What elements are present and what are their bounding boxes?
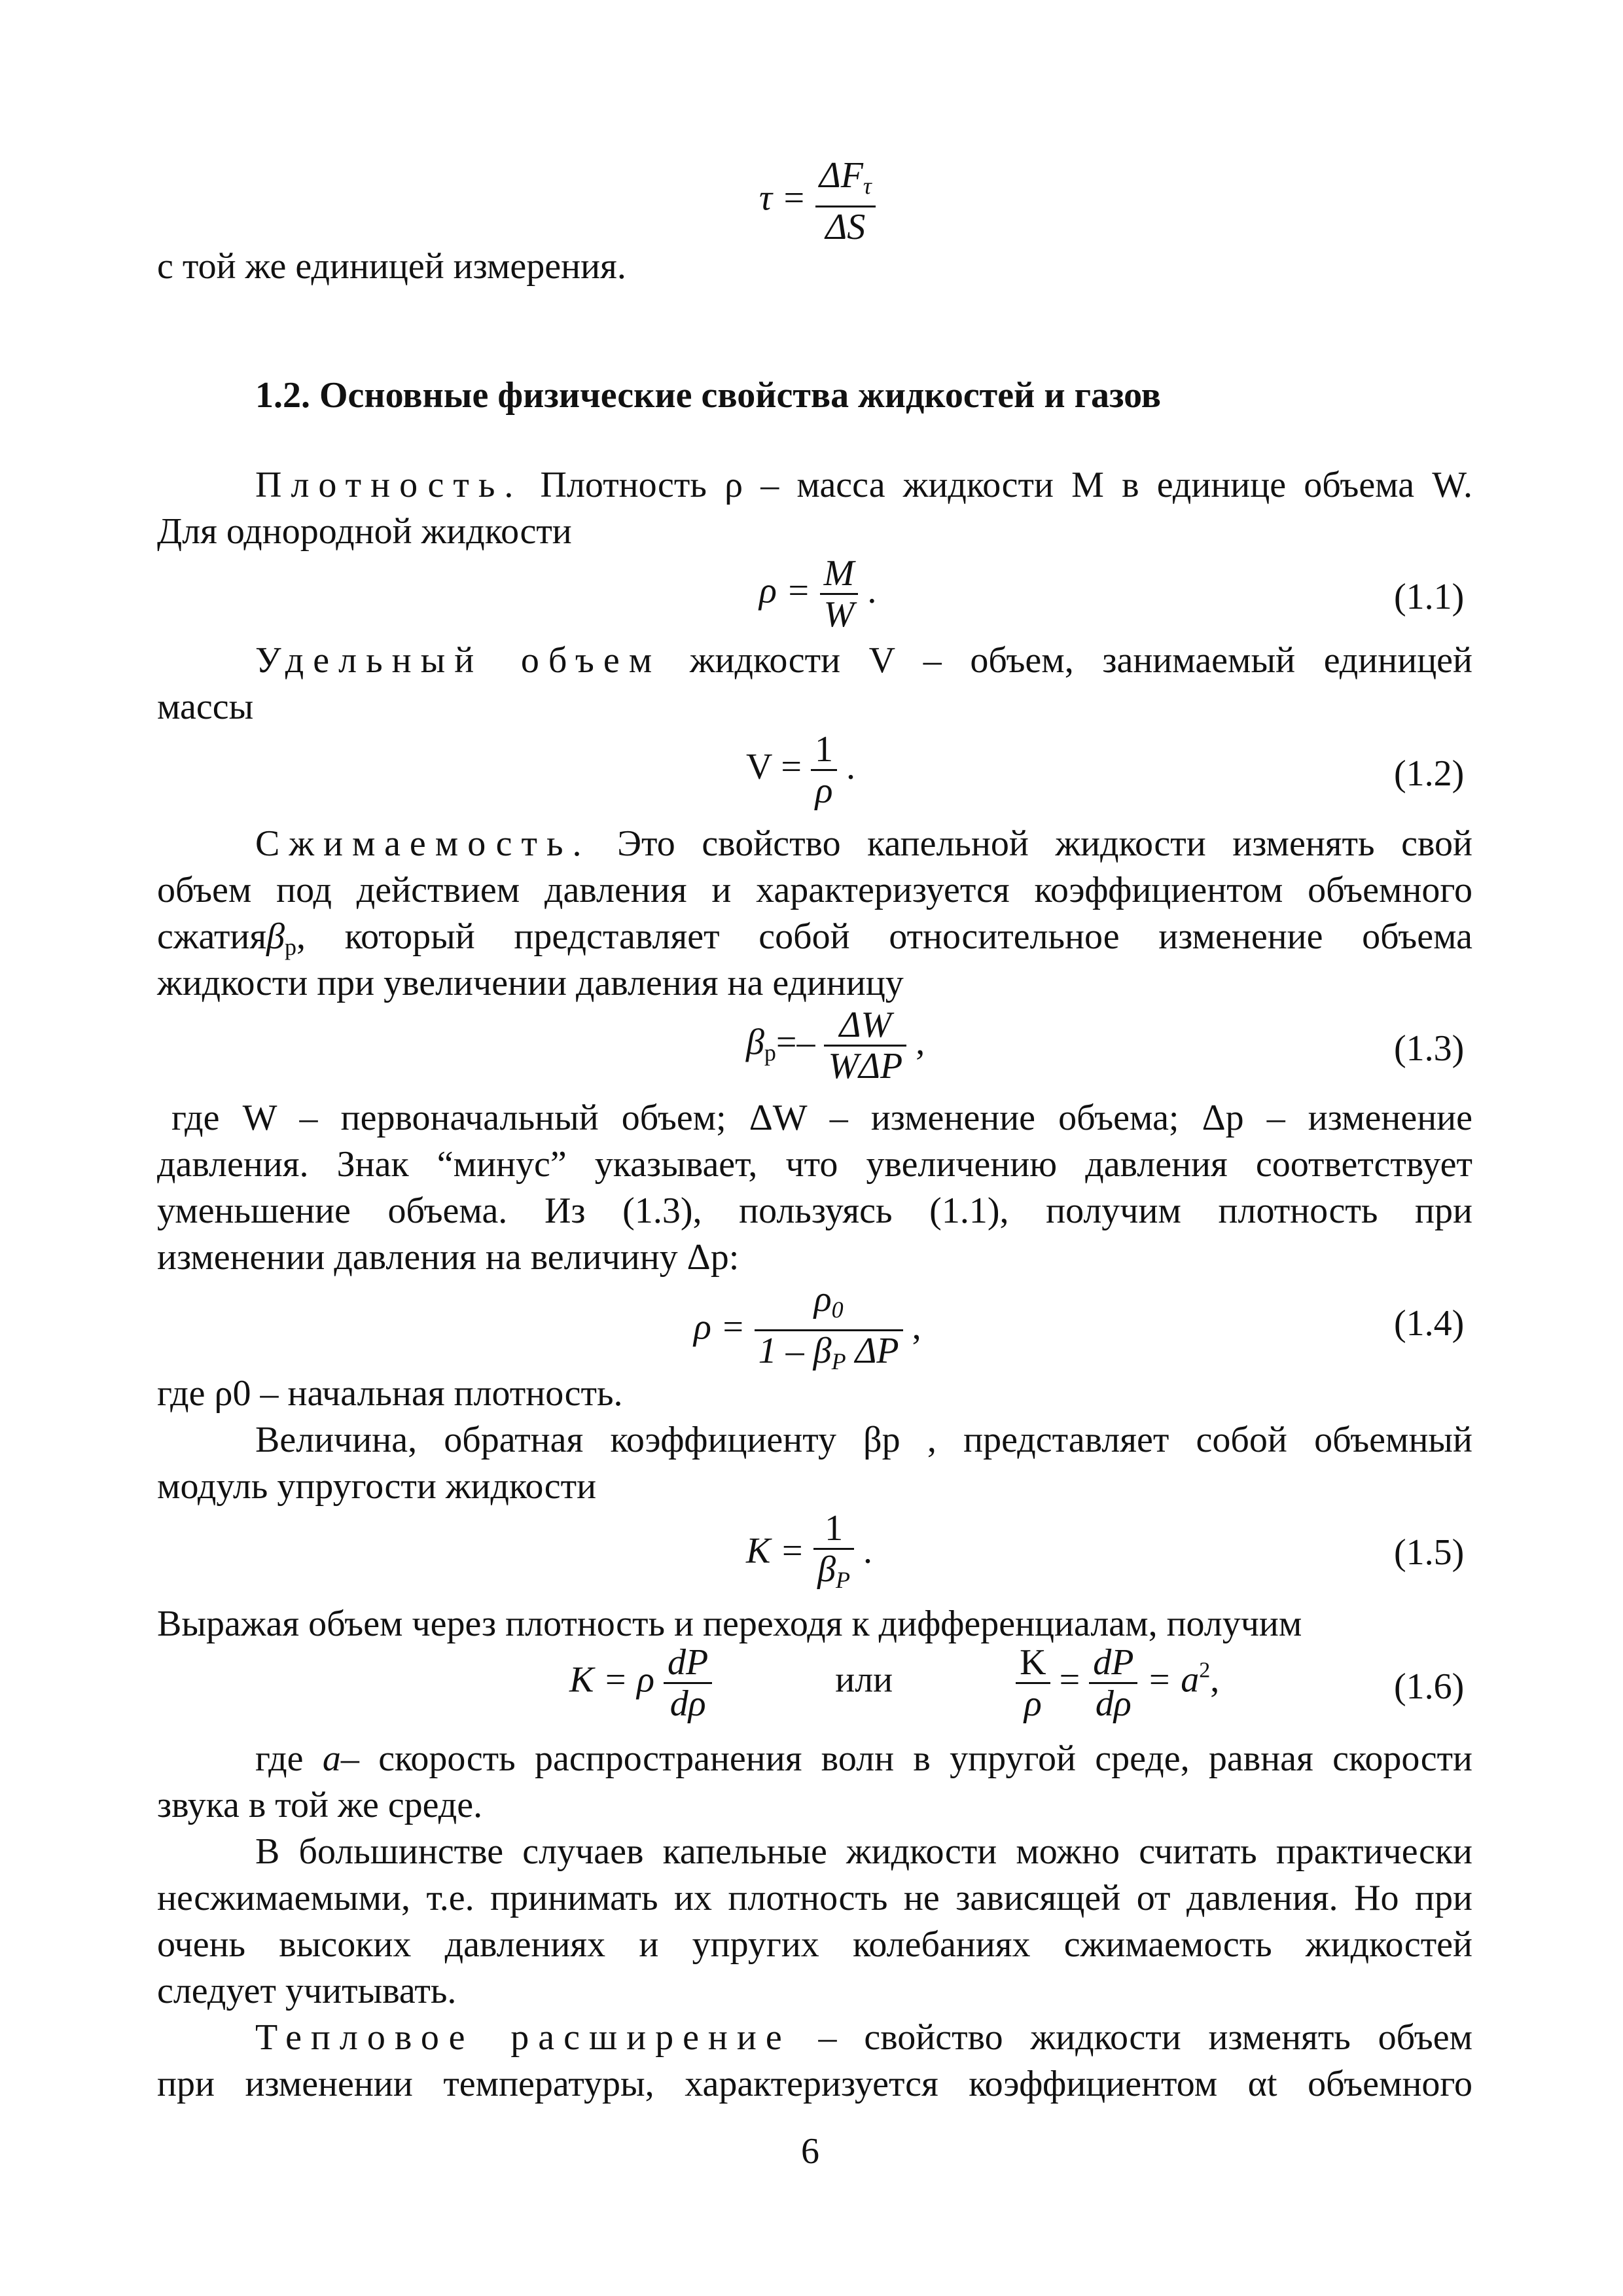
equation-number: (1.4) [1394, 1303, 1465, 1344]
text-line: изменении давления на величину Δp: [157, 1237, 740, 1278]
term-thermal-expansion: Тепловое расширение [255, 2017, 791, 2058]
term-compressibility: Сжимаемость. [255, 823, 591, 864]
thermal-line-2: при изменении температуры, характеризуется коэффициентом αt объемного [157, 2064, 1472, 2104]
text-line: Выражая объем через плотность и переходя к дифференциалам, получим [157, 1604, 1302, 1644]
text-line: звука в той же среде. [157, 1785, 483, 1825]
formula-1-3: $\beta_p=-$ $\frac{\Delta W}{\text{WΔP}}$ , [746, 1005, 925, 1086]
text-line: с той же единицей измерения. [157, 246, 626, 287]
compressibility-line-1: Сжимаемость. Это свойство капельной жидкости изменять свой [255, 823, 1473, 864]
text-line: где W – первоначальный объем; ΔW – изменение объема; Δp – изменение [171, 1098, 1472, 1138]
page-number: 6 [801, 2131, 819, 2172]
text-line: несжимаемыми, т.е. принимать их плотность не зависящей от давления. Но при [157, 1878, 1472, 1918]
density-line-2: Для однородной жидкости [157, 511, 572, 552]
thermal-line-1: Тепловое расширение – свойство жидкости изменять объем [255, 2017, 1473, 2058]
specific-volume-line-2: массы [157, 687, 254, 727]
text-line: давления. Знак “минус” указывает, что увеличению давления соответствует [157, 1144, 1472, 1185]
compressibility-line-2: объем под действием давления и характеризуется коэффициентом объемного [157, 870, 1472, 910]
compressibility-line-3: сжатияβ$_p$, который представляет собой относительное изменение объема [157, 916, 1472, 960]
tau-formula: τ = $\frac{\Delta F_\tau}{\Delta S}$ [759, 156, 876, 247]
text-line: где a– скорость распространения волн в упругой среде, равная скорости [255, 1738, 1473, 1779]
formula-1-2: V = $\frac{1}{\rho}$ . [746, 729, 856, 811]
equation-number: (1.3) [1394, 1028, 1465, 1069]
text-line: следует учитывать. [157, 1971, 457, 2011]
term-density: Плотность. [255, 465, 523, 505]
section-heading: 1.2. Основные физические свойства жидкостей и газов [255, 375, 1162, 416]
text-line: Величина, обратная коэффициенту βp , представляет собой объемный [255, 1420, 1472, 1460]
text-line: уменьшение объема. Из (1.3), пользуясь (1.1), получим плотность при [157, 1191, 1472, 1231]
compressibility-line-4: жидкости при увеличении давления на единицу [157, 963, 904, 1003]
text-line: где ρ0 – начальная плотность. [157, 1373, 623, 1414]
term-specific-volume: Удельный объем [255, 640, 662, 681]
formula-1-5: K = $\frac{1}{\beta_P}$ . [746, 1508, 873, 1593]
text-line: очень высоких давлениях и упругих колебаниях сжимаемость жидкостей [157, 1924, 1472, 1965]
density-line-1: Плотность. Плотность ρ – масса жидкости M в единице объема W. [255, 465, 1472, 505]
specific-volume-line-1: Удельный объем жидкости V – объем, занимаемый единицей [255, 640, 1473, 681]
text-line: В большинстве случаев капельные жидкости можно считать практически [255, 1831, 1472, 1872]
formula-1-4: ρ = $\frac{\rho_0}{1 - \beta_P \Delta P}$ , [694, 1279, 921, 1374]
equation-number: (1.5) [1394, 1532, 1465, 1573]
formula-1-6: K = ρ $\frac{dP}{d\rho}$ или $\frac{K}{\rho}$ = $\frac{dP}{d\rho}$ = $a^2$, [569, 1642, 1220, 1724]
equation-number: (1.1) [1394, 577, 1465, 617]
formula-1-1: ρ = $\frac{M}{W}$ . [759, 553, 877, 635]
equation-number: (1.6) [1394, 1666, 1465, 1707]
text-line: модуль упругости жидкости [157, 1466, 597, 1507]
equation-number: (1.2) [1394, 753, 1465, 794]
